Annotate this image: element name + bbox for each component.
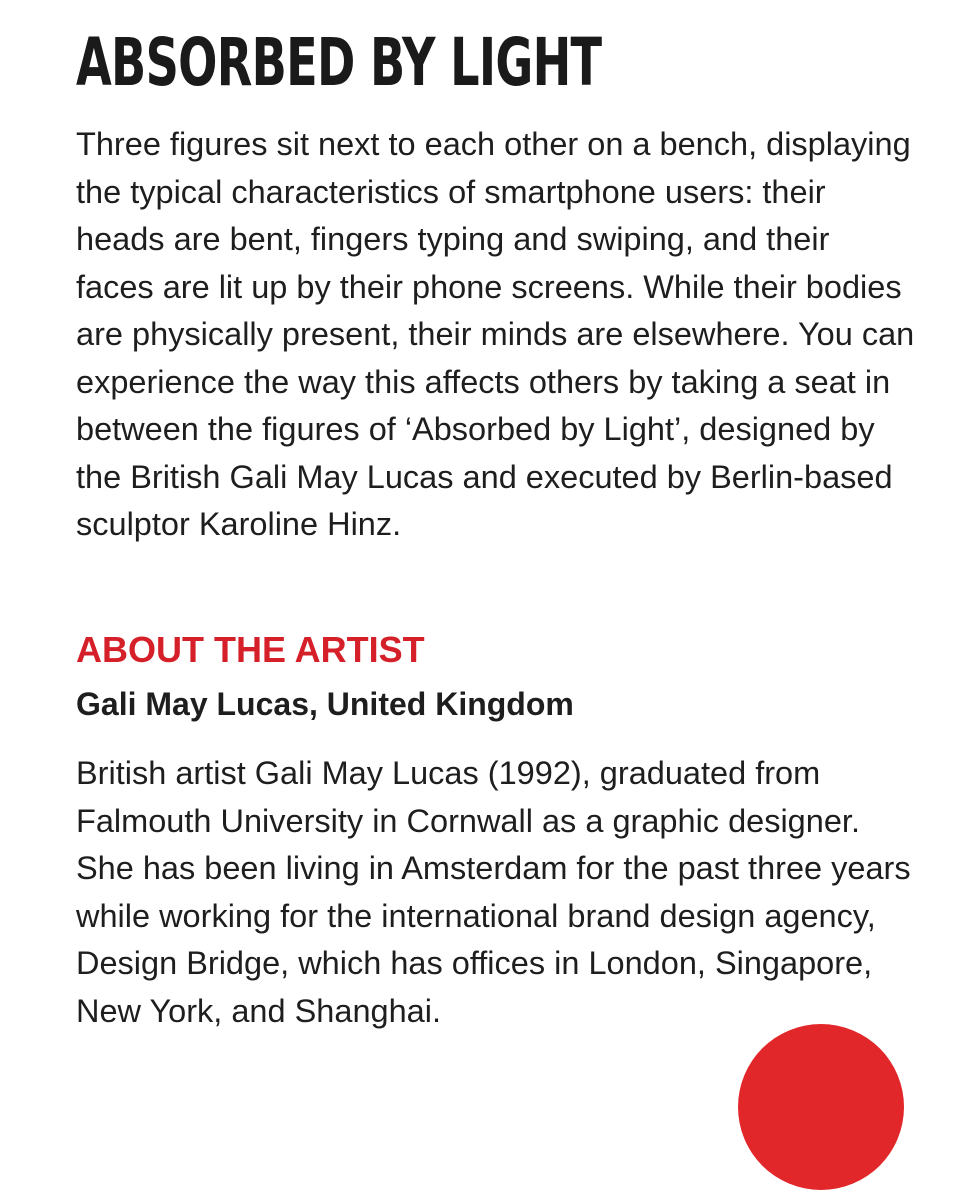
artist-name: Gali May Lucas, United Kingdom xyxy=(76,686,574,722)
red-circle-decoration xyxy=(738,1024,904,1190)
page-title: ABSORBED BY LIGHT xyxy=(76,24,602,101)
intro-paragraph: Three figures sit next to each other on a bench, displaying the typical characteristics of smartphone users: their heads are bent, fingers typing and swiping, and their faces are lit up by their phone screens. While their bodies are physically present, their minds are elsewhere. You can experience the way this affects others by taking a seat in between the figures of ‘Absorbed by Light’, designed by the British Gali May Lucas and executed by Berlin-based sculptor Karoline Hinz. xyxy=(76,126,915,542)
artist-bio-paragraph: British artist Gali May Lucas (1992), graduated from Falmouth University in Cornwall as a graphic designer. She has been living in Amsterdam for the past three years while working for the international brand design agency, Design Bridge, which has offices in London, Singapore, New York, and Shanghai. xyxy=(76,755,911,1029)
about-heading: ABOUT THE ARTIST xyxy=(76,629,425,670)
